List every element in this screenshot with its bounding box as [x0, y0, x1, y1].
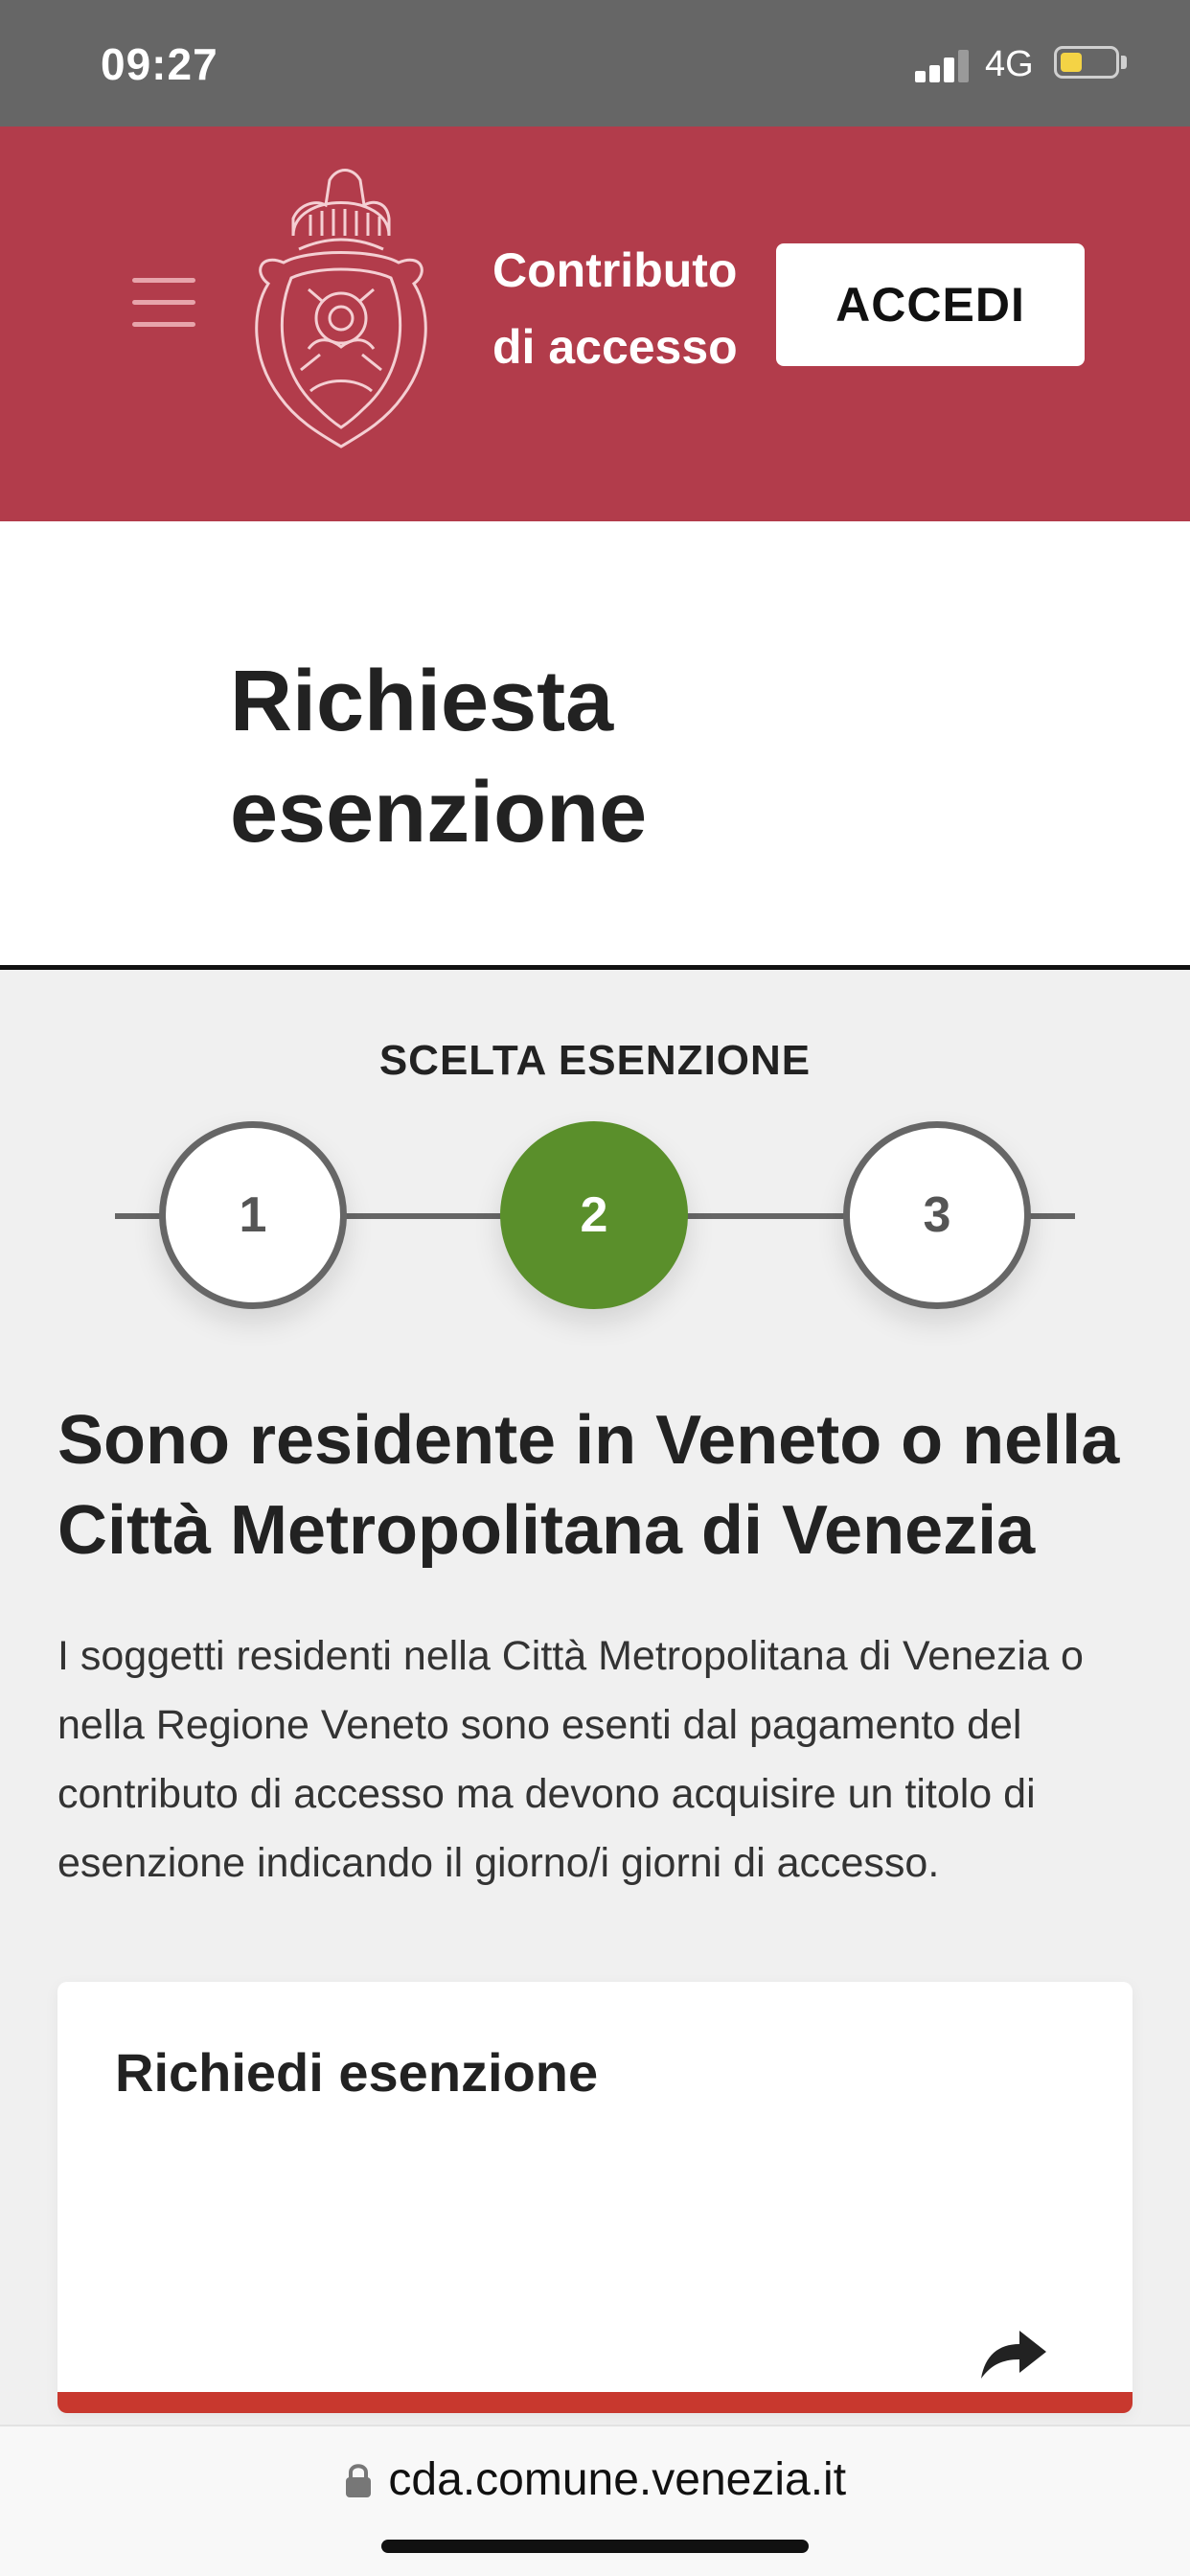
title-section	[0, 521, 1190, 970]
stepper-label: SCELTA ESENZIONE	[378, 1037, 812, 1084]
request-exemption-card[interactable]	[57, 1982, 1133, 2413]
step-2[interactable]: 2	[500, 1121, 688, 1309]
step-3[interactable]: 3	[843, 1121, 1031, 1309]
site-header	[0, 126, 1190, 521]
signal-bar	[929, 65, 940, 82]
signal-bar	[958, 50, 969, 82]
address-field[interactable]	[0, 2453, 1190, 2506]
card-title: Richiedi esenzione	[115, 2042, 599, 2103]
content-description: I soggetti residenti nella Città Metropolitana di Venezia o nella Regione Veneto sono esenti dal pagamento del contributo di accesso ma devono acquisire un titolo di esenzione indicando il giorno/i giorni di accesso.	[57, 1633, 1084, 1886]
login-button[interactable]: ACCEDI	[776, 243, 1085, 366]
card-accent-bar	[57, 2392, 1133, 2413]
battery-level	[1061, 53, 1082, 72]
service-title-line2: di accesso	[492, 320, 738, 374]
page-title	[230, 646, 647, 868]
step-1[interactable]: 1	[159, 1121, 347, 1309]
battery-tip	[1121, 56, 1127, 69]
status-bar	[0, 0, 1190, 126]
hamburger-menu-icon[interactable]	[132, 278, 195, 328]
status-time: 09:27	[101, 39, 218, 89]
signal-bar	[944, 58, 954, 82]
lock-icon	[344, 2462, 373, 2498]
service-title	[492, 232, 751, 385]
page-title-line1: Richiesta	[230, 654, 614, 749]
home-indicator[interactable]	[381, 2540, 809, 2553]
signal-icon	[915, 48, 971, 82]
battery-icon	[1054, 46, 1119, 79]
network-label: 4G	[985, 44, 1034, 84]
venice-crest-logo	[241, 157, 441, 452]
url-text: cda.comune.venezia.it	[388, 2454, 847, 2505]
content-title: Sono residente in Veneto o nella Città Metropolitana di Venezia	[57, 1402, 1120, 1569]
share-arrow-icon	[977, 2327, 1048, 2380]
browser-url-bar	[0, 2425, 1190, 2576]
page-title-line2: esenzione	[230, 765, 648, 861]
signal-bar	[915, 71, 926, 82]
service-title-line1: Contributo	[492, 243, 738, 297]
